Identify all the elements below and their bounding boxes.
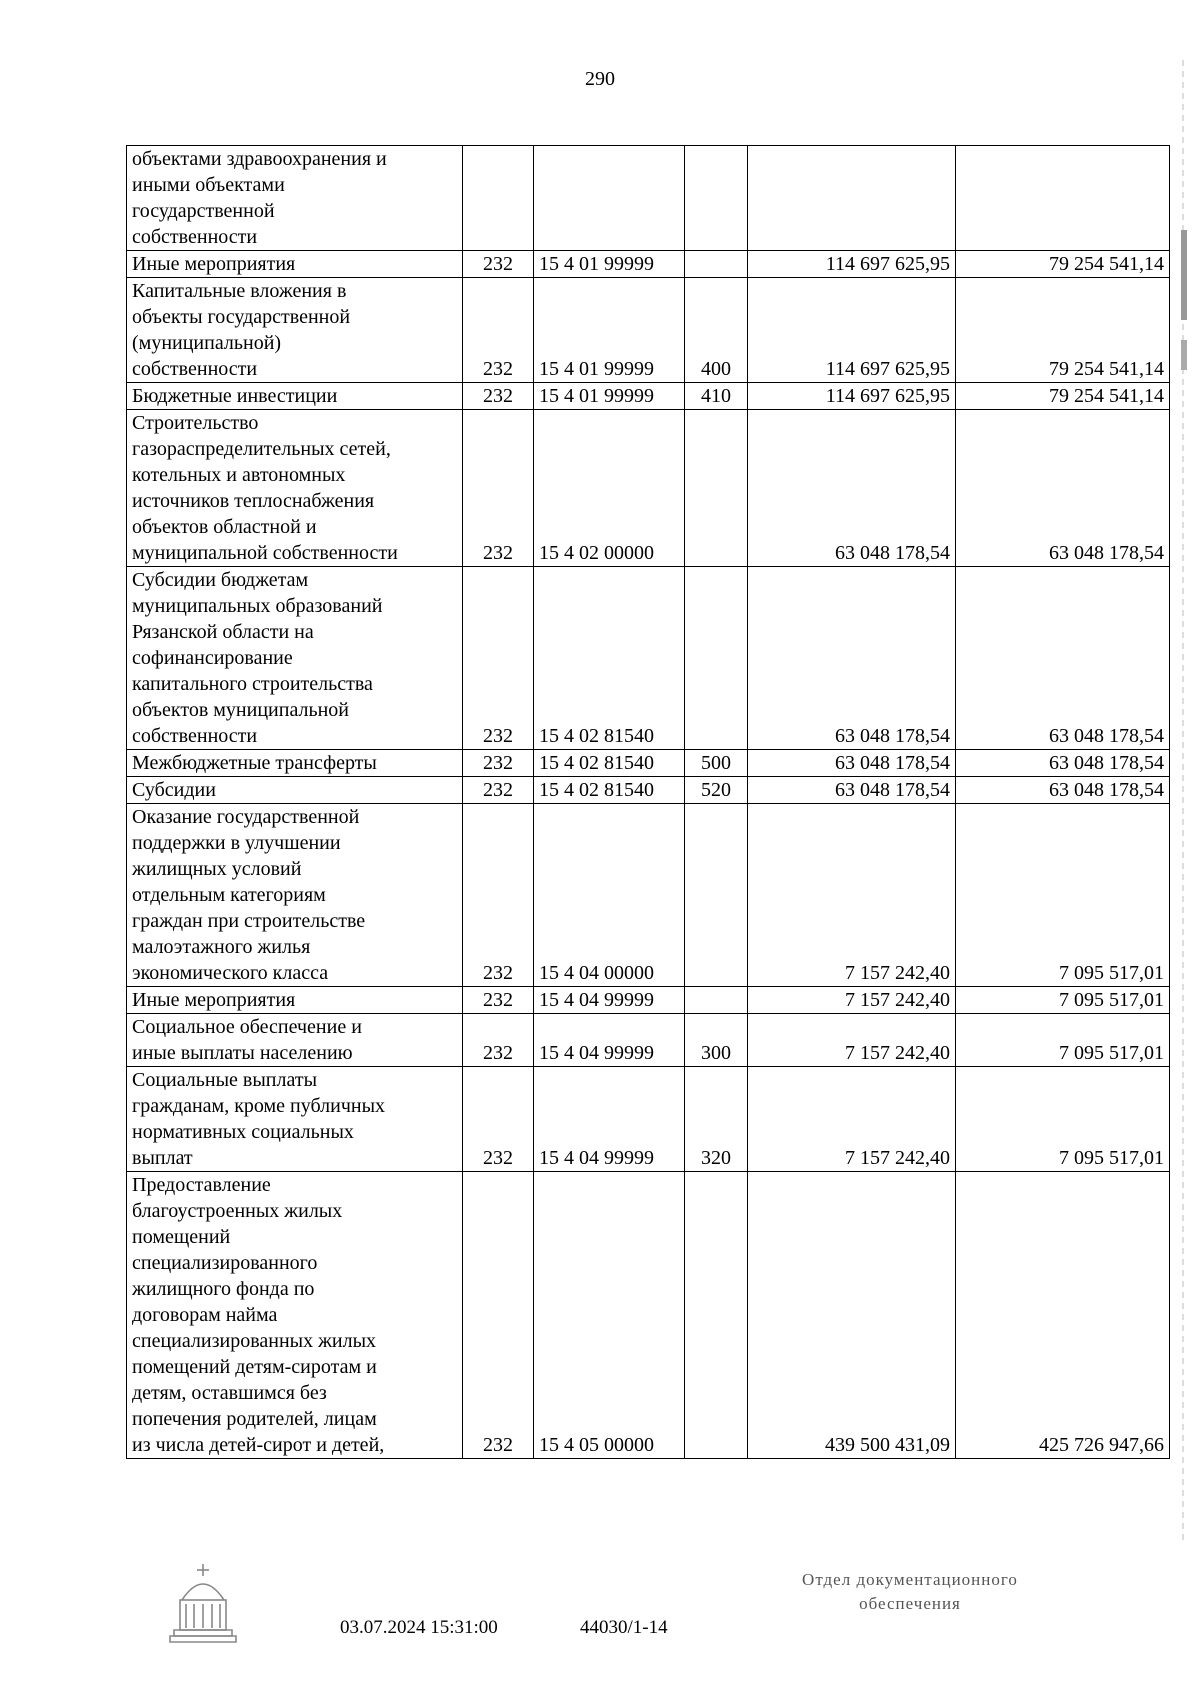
row-name-cell <box>127 1014 463 1067</box>
planned-sum-text: 63 048 178,54 <box>835 542 950 564</box>
ministry-code-text: 232 <box>483 358 513 380</box>
executed-sum-cell <box>956 410 1170 567</box>
executed-sum-text: 425 726 947,66 <box>1039 1434 1164 1456</box>
expense-type-code-text: 410 <box>701 385 731 407</box>
table-row <box>127 278 1170 383</box>
row-name-cell <box>127 1172 463 1459</box>
ministry-code-cell <box>463 987 534 1014</box>
target-article-code-cell <box>534 383 685 410</box>
target-article-code-cell <box>534 777 685 804</box>
target-article-code-text: 15 4 02 00000 <box>539 542 654 564</box>
duma-building-emblem-icon <box>168 1560 238 1646</box>
table-row <box>127 1172 1170 1459</box>
row-name-cell <box>127 750 463 777</box>
planned-sum-text: 7 157 242,40 <box>845 1147 950 1169</box>
row-name-text: Субсидии <box>132 779 216 801</box>
executed-sum-text: 7 095 517,01 <box>1059 989 1164 1011</box>
planned-sum-cell <box>748 777 956 804</box>
ministry-code-text: 232 <box>483 385 513 407</box>
planned-sum-cell <box>748 750 956 777</box>
executed-sum-text: 79 254 541,14 <box>1049 358 1164 380</box>
table-row <box>127 1014 1170 1067</box>
row-name-cell <box>127 804 463 987</box>
row-name-cell <box>127 278 463 383</box>
target-article-code-cell <box>534 987 685 1014</box>
ministry-code-text: 232 <box>483 989 513 1011</box>
scan-edge-marks <box>1180 60 1188 1540</box>
target-article-code-cell <box>534 1172 685 1459</box>
expense-type-code-cell <box>685 383 748 410</box>
executed-sum-cell <box>956 383 1170 410</box>
executed-sum-cell <box>956 750 1170 777</box>
planned-sum-cell <box>748 251 956 278</box>
target-article-code-text: 15 4 02 81540 <box>539 752 654 774</box>
table-row <box>127 567 1170 750</box>
ministry-code-text: 232 <box>483 962 513 984</box>
ministry-code-text: 232 <box>483 779 513 801</box>
ministry-code-cell <box>463 251 534 278</box>
target-article-code-text: 15 4 01 99999 <box>539 385 654 407</box>
planned-sum-text: 439 500 431,09 <box>825 1434 950 1456</box>
executed-sum-cell <box>956 146 1170 251</box>
expense-type-code-cell <box>685 777 748 804</box>
budget-table <box>126 145 1170 1459</box>
target-article-code-cell <box>534 750 685 777</box>
ministry-code-text: 232 <box>483 253 513 275</box>
executed-sum-text: 79 254 541,14 <box>1049 253 1164 275</box>
expense-type-code-cell <box>685 750 748 777</box>
planned-sum-cell <box>748 567 956 750</box>
table-row <box>127 1067 1170 1172</box>
row-name-text: Строительство газораспределительных сетей, котельных и автономных источников теплоснабжения объектов областной и муниципальной собственности <box>132 412 398 564</box>
planned-sum-cell <box>748 1067 956 1172</box>
table-row <box>127 750 1170 777</box>
target-article-code-text: 15 4 01 99999 <box>539 358 654 380</box>
row-name-text: Иные мероприятия <box>132 989 296 1011</box>
table-row <box>127 146 1170 251</box>
ministry-code-cell <box>463 410 534 567</box>
ministry-code-cell <box>463 804 534 987</box>
target-article-code-cell <box>534 410 685 567</box>
planned-sum-cell <box>748 383 956 410</box>
planned-sum-text: 114 697 625,95 <box>825 253 950 275</box>
footer-datetime: 03.07.2024 15:31:00 <box>340 1617 498 1638</box>
table-row <box>127 804 1170 987</box>
row-name-cell <box>127 251 463 278</box>
executed-sum-text: 63 048 178,54 <box>1049 725 1164 747</box>
ministry-code-cell <box>463 1172 534 1459</box>
row-name-text: Иные мероприятия <box>132 253 296 275</box>
target-article-code-text: 15 4 04 99999 <box>539 1147 654 1169</box>
planned-sum-text: 63 048 178,54 <box>835 725 950 747</box>
planned-sum-text: 63 048 178,54 <box>835 752 950 774</box>
executed-sum-cell <box>956 567 1170 750</box>
table-row <box>127 987 1170 1014</box>
target-article-code-cell <box>534 567 685 750</box>
executed-sum-text: 63 048 178,54 <box>1049 752 1164 774</box>
row-name-text: Предоставление благоустроенных жилых помещений специализированного жилищного фонда по договорам найма специализированных жилых помещений детям-сиротам и детям, оставшимся без попечения родителей, лицам из числа детей-сирот и детей, <box>132 1174 385 1456</box>
planned-sum-cell <box>748 804 956 987</box>
target-article-code-cell <box>534 1067 685 1172</box>
expense-type-code-cell <box>685 146 748 251</box>
expense-type-code-text: 320 <box>701 1147 731 1169</box>
executed-sum-text: 79 254 541,14 <box>1049 385 1164 407</box>
expense-type-code-text: 300 <box>701 1042 731 1064</box>
expense-type-code-cell <box>685 1172 748 1459</box>
stamp-line-2: обеспечения <box>859 1594 961 1613</box>
target-article-code-text: 15 4 01 99999 <box>539 253 654 275</box>
executed-sum-text: 63 048 178,54 <box>1049 542 1164 564</box>
planned-sum-text: 7 157 242,40 <box>845 1042 950 1064</box>
row-name-text: Социальные выплаты гражданам, кроме публичных нормативных социальных выплат <box>132 1069 386 1169</box>
executed-sum-cell <box>956 278 1170 383</box>
planned-sum-text: 7 157 242,40 <box>845 962 950 984</box>
executed-sum-cell <box>956 1067 1170 1172</box>
planned-sum-cell <box>748 146 956 251</box>
expense-type-code-cell <box>685 1014 748 1067</box>
ministry-code-text: 232 <box>483 1147 513 1169</box>
planned-sum-cell <box>748 987 956 1014</box>
ministry-code-text: 232 <box>483 1042 513 1064</box>
expense-type-code-cell <box>685 987 748 1014</box>
executed-sum-cell <box>956 251 1170 278</box>
stamp-line-1: Отдел документационного <box>802 1570 1018 1589</box>
planned-sum-text: 63 048 178,54 <box>835 779 950 801</box>
ministry-code-cell <box>463 1067 534 1172</box>
ministry-code-cell <box>463 383 534 410</box>
target-article-code-cell <box>534 278 685 383</box>
target-article-code-cell <box>534 251 685 278</box>
planned-sum-text: 114 697 625,95 <box>825 385 950 407</box>
ministry-code-text: 232 <box>483 1434 513 1456</box>
ministry-code-cell <box>463 750 534 777</box>
ministry-code-cell <box>463 1014 534 1067</box>
target-article-code-text: 15 4 05 00000 <box>539 1434 654 1456</box>
expense-type-code-cell <box>685 251 748 278</box>
target-article-code-text: 15 4 02 81540 <box>539 779 654 801</box>
expense-type-code-text: 520 <box>701 779 731 801</box>
row-name-text: Капитальные вложения в объекты государственной (муниципальной) собственности <box>132 280 351 380</box>
page-number: 290 <box>585 68 615 90</box>
row-name-text: Социальное обеспечение и иные выплаты населению <box>132 1016 362 1064</box>
target-article-code-cell <box>534 146 685 251</box>
target-article-code-cell <box>534 1014 685 1067</box>
row-name-text: Бюджетные инвестиции <box>132 385 338 407</box>
target-article-code-text: 15 4 04 99999 <box>539 1042 654 1064</box>
target-article-code-text: 15 4 04 99999 <box>539 989 654 1011</box>
table-row <box>127 251 1170 278</box>
executed-sum-cell <box>956 987 1170 1014</box>
row-name-cell <box>127 1067 463 1172</box>
table-row <box>127 777 1170 804</box>
ministry-code-cell <box>463 567 534 750</box>
planned-sum-cell <box>748 1014 956 1067</box>
target-article-code-text: 15 4 04 00000 <box>539 962 654 984</box>
expense-type-code-text: 500 <box>701 752 731 774</box>
planned-sum-text: 114 697 625,95 <box>825 358 950 380</box>
row-name-cell <box>127 567 463 750</box>
ministry-code-text: 232 <box>483 752 513 774</box>
executed-sum-cell <box>956 777 1170 804</box>
ministry-code-cell <box>463 146 534 251</box>
expense-type-code-cell <box>685 804 748 987</box>
footer-document-number: 44030/1-14 <box>580 1617 668 1638</box>
executed-sum-text: 7 095 517,01 <box>1059 962 1164 984</box>
row-name-text: Межбюджетные трансферты <box>132 752 377 774</box>
executed-sum-cell <box>956 1172 1170 1459</box>
target-article-code-text: 15 4 02 81540 <box>539 725 654 747</box>
expense-type-code-cell <box>685 410 748 567</box>
row-name-cell <box>127 383 463 410</box>
expense-type-code-cell <box>685 1067 748 1172</box>
row-name-cell <box>127 410 463 567</box>
row-name-text: Субсидии бюджетам муниципальных образований Рязанской области на софинансирование капитального строительства объектов муниципальной собственности <box>132 569 383 747</box>
ministry-code-text: 232 <box>483 725 513 747</box>
planned-sum-cell <box>748 1172 956 1459</box>
table-row <box>127 410 1170 567</box>
planned-sum-cell <box>748 278 956 383</box>
row-name-text: объектами здравоохранения и иными объектами государственной собственности <box>132 148 387 248</box>
table-row <box>127 383 1170 410</box>
expense-type-code-cell <box>685 278 748 383</box>
row-name-cell <box>127 987 463 1014</box>
row-name-text: Оказание государственной поддержки в улучшении жилищных условий отдельным категориям граждан при строительстве малоэтажного жилья экономического класса <box>132 806 366 984</box>
planned-sum-cell <box>748 410 956 567</box>
row-name-cell <box>127 777 463 804</box>
executed-sum-text: 7 095 517,01 <box>1059 1147 1164 1169</box>
row-name-cell <box>127 146 463 251</box>
target-article-code-cell <box>534 804 685 987</box>
executed-sum-cell <box>956 804 1170 987</box>
expense-type-code-text: 400 <box>701 358 731 380</box>
ministry-code-text: 232 <box>483 542 513 564</box>
expense-type-code-cell <box>685 567 748 750</box>
department-stamp <box>760 1568 1060 1616</box>
executed-sum-text: 63 048 178,54 <box>1049 779 1164 801</box>
ministry-code-cell <box>463 278 534 383</box>
executed-sum-cell <box>956 1014 1170 1067</box>
ministry-code-cell <box>463 777 534 804</box>
executed-sum-text: 7 095 517,01 <box>1059 1042 1164 1064</box>
planned-sum-text: 7 157 242,40 <box>845 989 950 1011</box>
